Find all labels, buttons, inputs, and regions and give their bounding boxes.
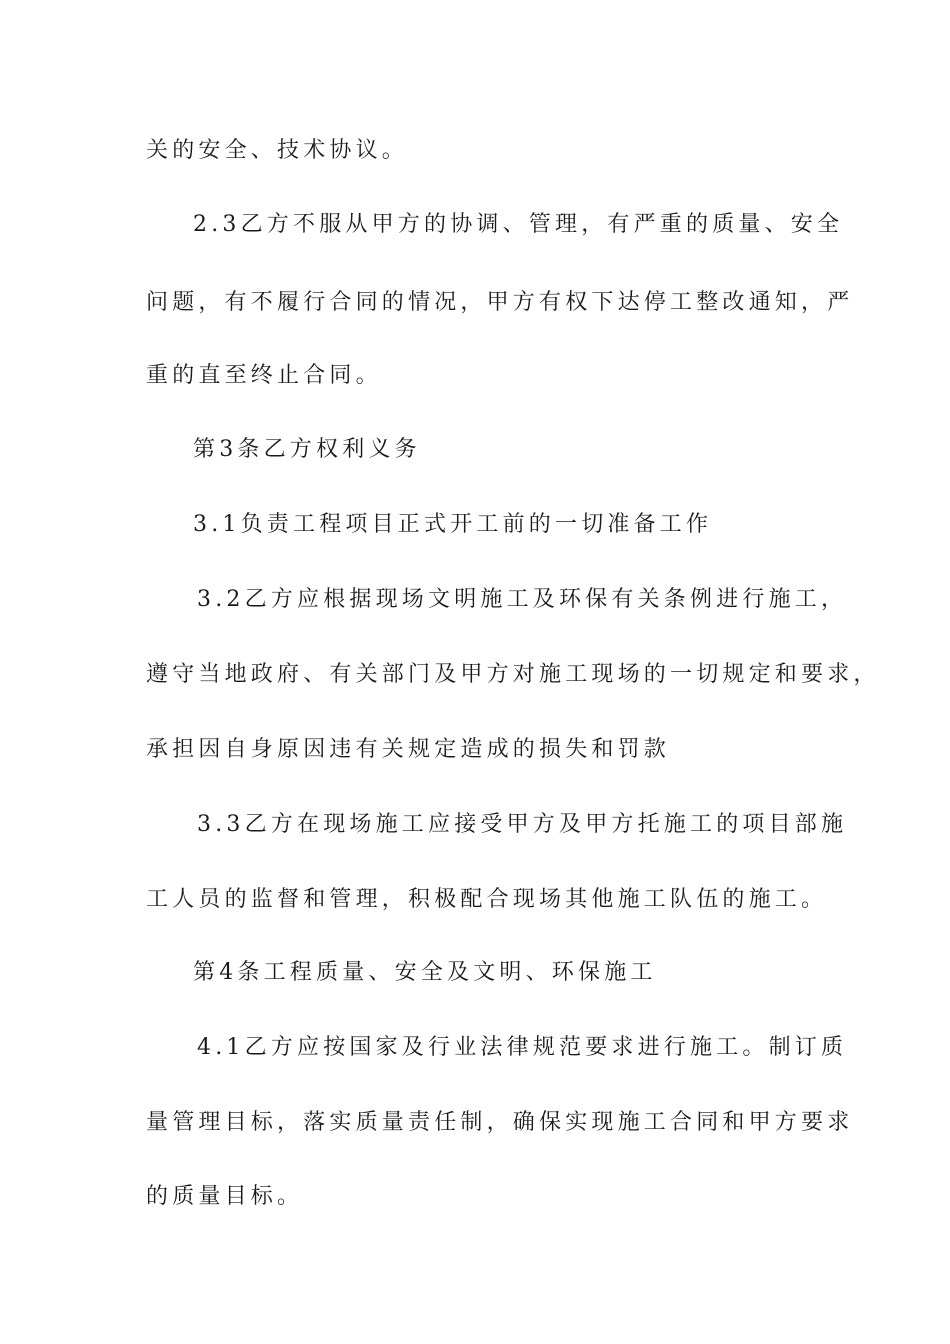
clause-2-3-line: 2.3乙方不服从甲方的协调、管理，有严重的质量、安全: [193, 212, 844, 237]
paragraph-line: 的质量目标。: [146, 1184, 304, 1209]
paragraph-line: 承担因自身原因违有关规定造成的损失和罚款: [146, 737, 671, 762]
clause-3-1-line: 3.1负责工程项目正式开工前的一切准备工作: [193, 512, 713, 537]
paragraph-line: 工人员的监督和管理，积极配合现场其他施工队伍的施工。: [146, 887, 828, 912]
clause-3-2-line: 3.2乙方应根据现场文明施工及环保有关条例进行施工，: [197, 587, 848, 612]
article-4-heading: 第4条工程质量、安全及文明、环保施工: [193, 960, 657, 985]
paragraph-line: 量管理目标，落实质量责任制，确保实现施工合同和甲方要求: [146, 1110, 854, 1135]
clause-4-1-line: 4.1乙方应按国家及行业法律规范要求进行施工。制订质: [197, 1035, 848, 1060]
paragraph-line: 遵守当地政府、有关部门及甲方对施工现场的一切规定和要求，: [146, 662, 880, 687]
article-3-heading: 第3条乙方权利义务: [193, 437, 421, 462]
clause-3-3-line: 3.3乙方在现场施工应接受甲方及甲方托施工的项目部施: [197, 812, 848, 837]
paragraph-line: 重的直至终止合同。: [146, 363, 382, 388]
paragraph-line: 关的安全、技术协议。: [146, 138, 409, 163]
paragraph-line: 问题，有不履行合同的情况，甲方有权下达停工整改通知，严: [146, 290, 854, 315]
